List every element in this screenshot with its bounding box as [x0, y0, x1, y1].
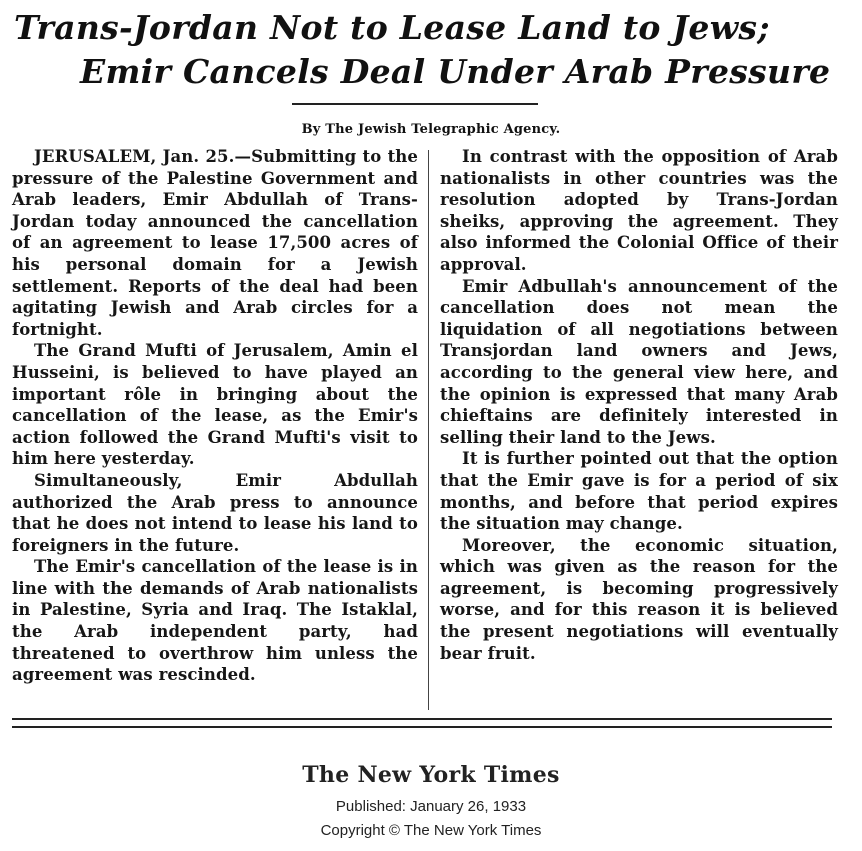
headline-line-2: Emir Cancels Deal Under Arab Pressure	[80, 52, 831, 91]
copyright-notice: Copyright © The New York Times	[320, 822, 542, 839]
paragraph: The Emir's cancellation of the lease is in line with the demands of Arab nationalists in Palestine, Syria and Iraq. The Istaklal, the Arab independent party, had threatened to overthrow him unless the agreement was rescinded.	[12, 557, 418, 685]
article-column-right	[440, 146, 838, 664]
article-column-left	[12, 146, 418, 686]
paragraph: In contrast with the opposition of Arab nationalists in other countries was the resolution adopted by Trans-Jordan sheiks, approving the agreement. They also informed the Colonial Office of their approval.	[440, 147, 838, 274]
publication-date: Published: January 26, 1933	[335, 798, 527, 815]
column-divider	[428, 150, 429, 710]
byline: By The Jewish Telegraphic Agency.	[301, 122, 561, 137]
headline-line-1: Trans-Jordan Not to Lease Land to Jews;	[14, 8, 770, 47]
newspaper-masthead: The New York Times	[302, 762, 560, 788]
article-end-rule	[12, 726, 832, 728]
paragraph: Simultaneously, Emir Abdullah authorized the Arab press to announce that he does not intend to lease his land to foreigners in the future.	[12, 470, 418, 555]
paragraph: JERUSALEM, Jan. 25.—Submitting to the pressure of the Palestine Government and Arab leaders, Emir Abdullah of Trans-Jordan today announced the cancellation of an agreement to lease 17,500 acres of his personal domain for a Jewish settlement. Reports of the deal had been agitating Jewish and Arab circles for a fortnight.	[12, 147, 418, 339]
paragraph: It is further pointed out that the option that the Emir gave is for a period of six months, and before that period expires the situation may change.	[440, 449, 838, 534]
article-end-rule	[12, 718, 832, 720]
headline-divider	[292, 103, 538, 105]
paragraph: Moreover, the economic situation, which was given as the reason for the agreement, is becoming progressively worse, and for this reason it is believed the present negotiations will eventually bear fruit.	[440, 535, 838, 663]
paragraph: The Grand Mufti of Jerusalem, Amin el Husseini, is believed to have played an important rôle in bringing about the cancellation of the lease, as the Emir's action followed the Grand Mufti's visit to him here yesterday.	[12, 341, 418, 469]
paragraph: Emir Adbullah's announcement of the cancellation does not mean the liquidation of all negotiations between Transjordan land owners and Jews, according to the general view here, and the opinion is expressed that many Arab chieftains are definitely interested in selling their land to the Jews.	[440, 276, 838, 447]
